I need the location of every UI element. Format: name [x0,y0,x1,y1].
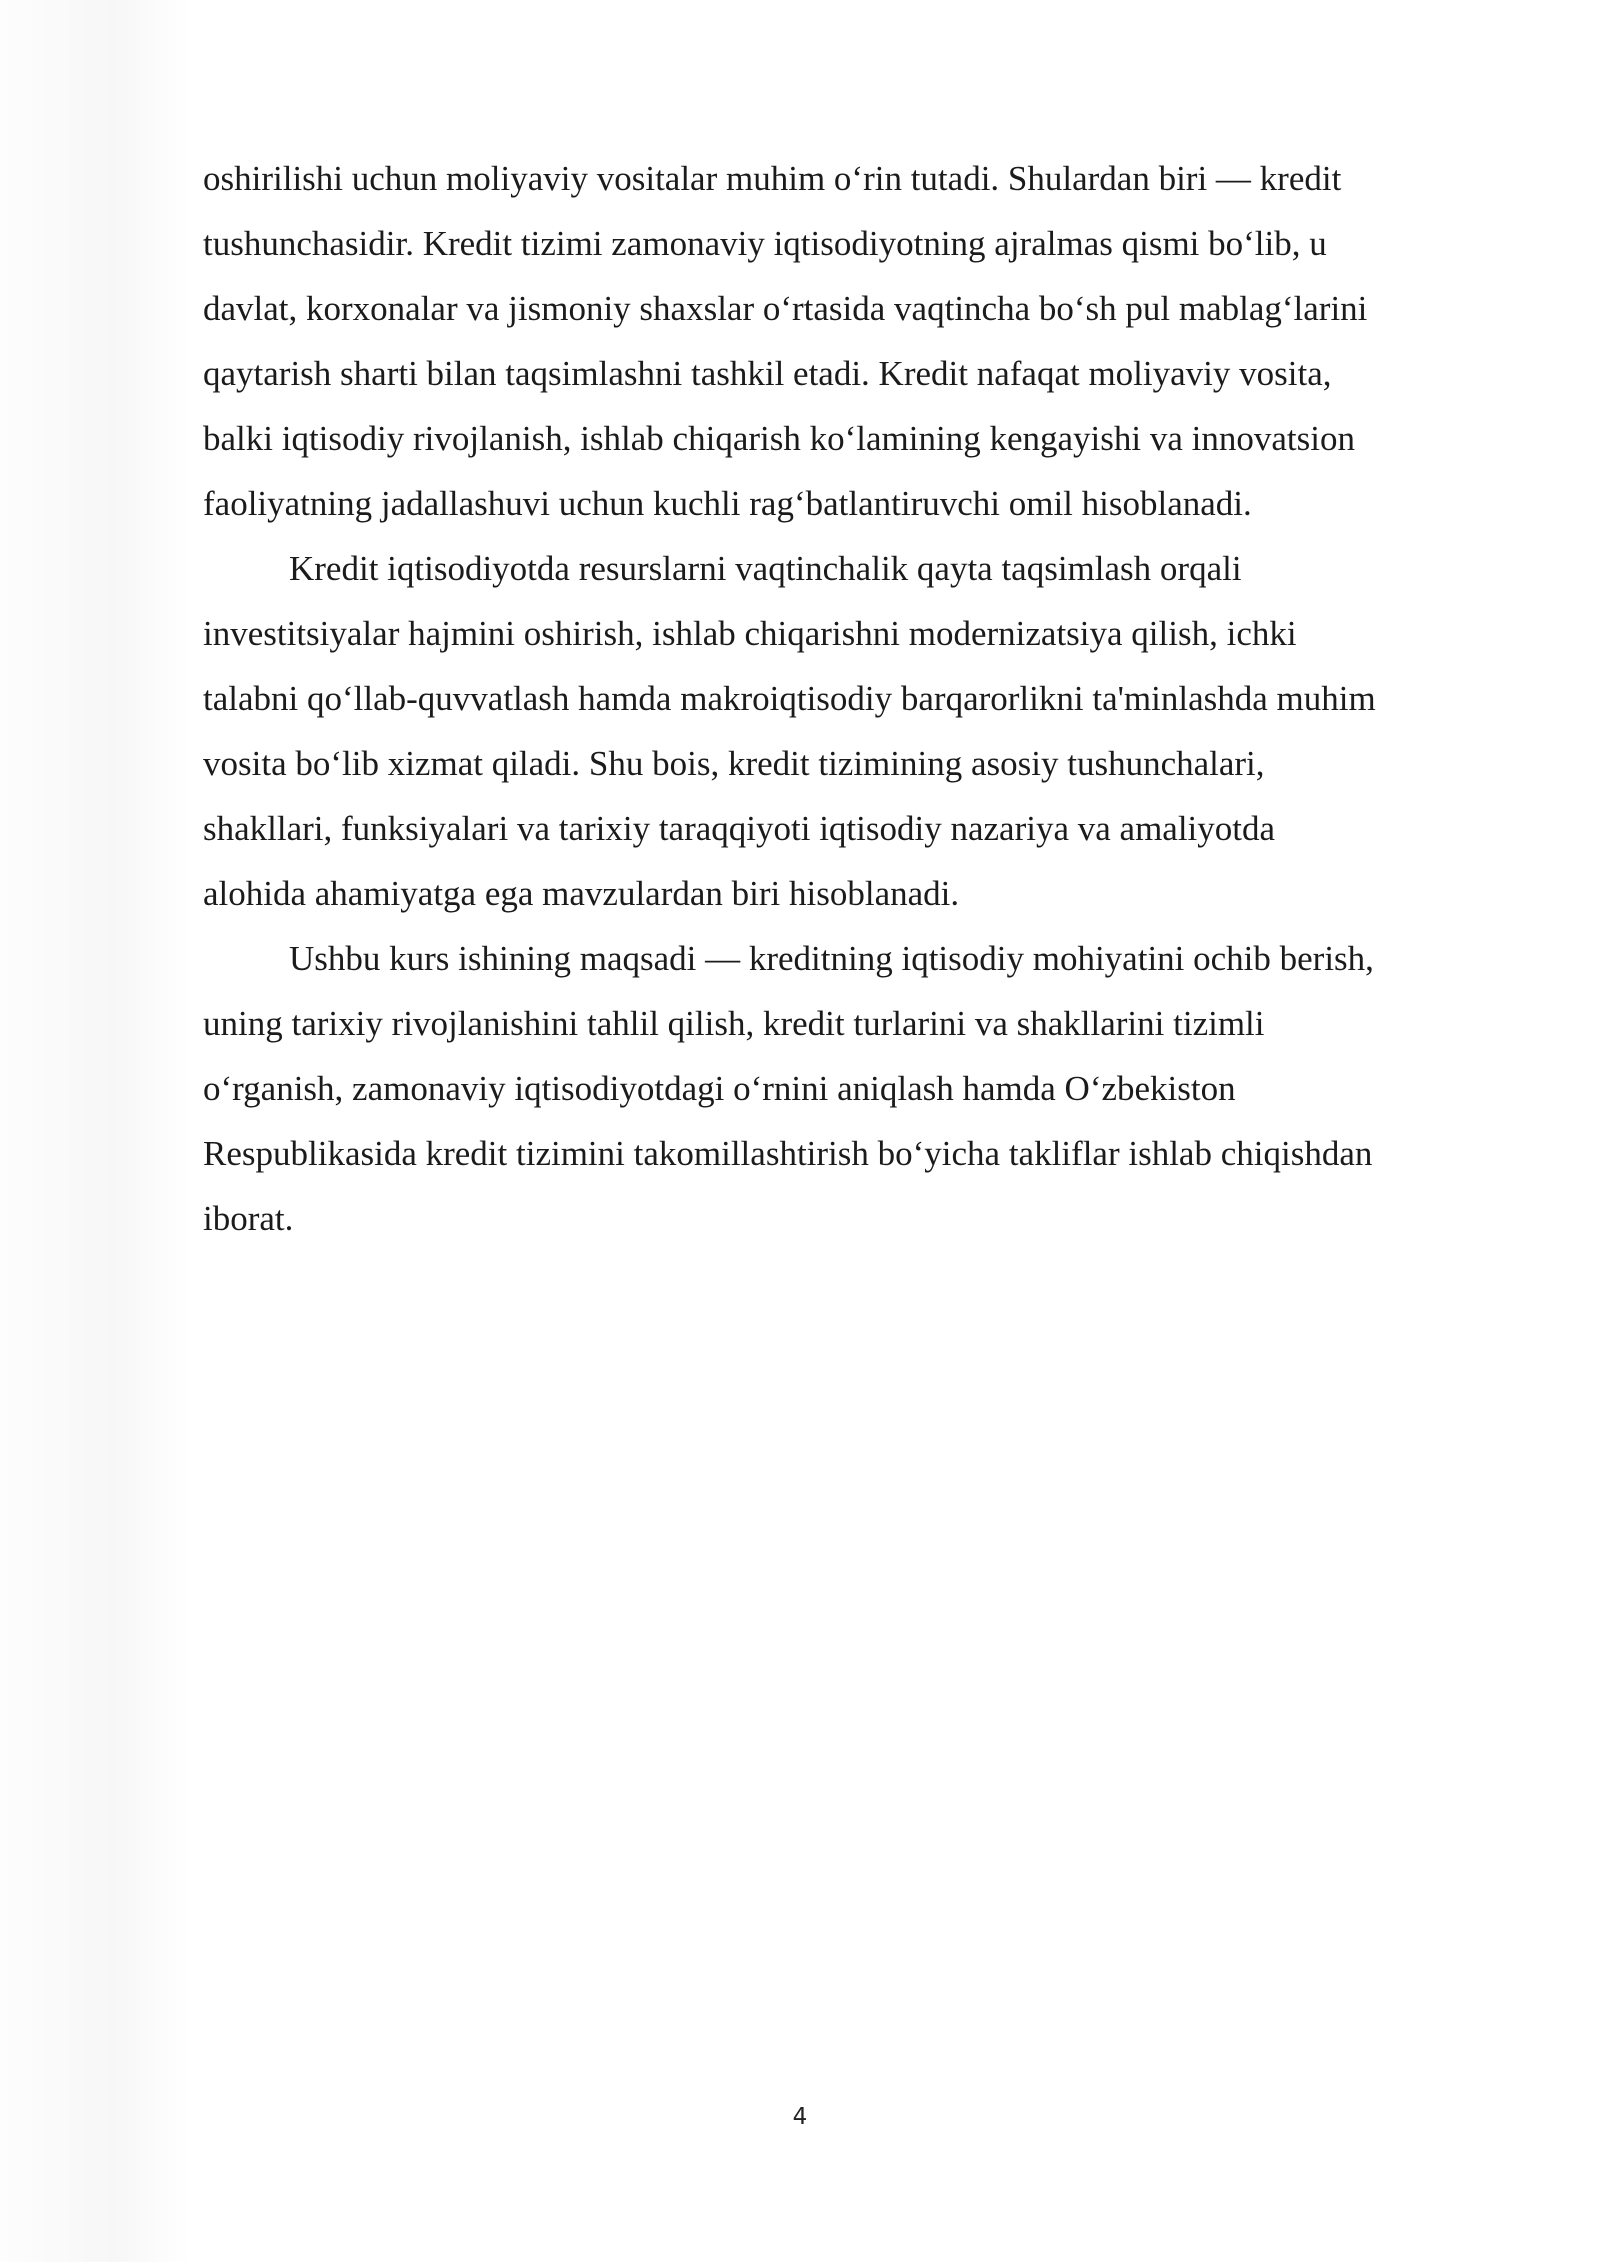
body-text [203,146,1465,1251]
paragraph-line: balki iqtisodiy rivojlanish, ishlab chiqarish ko‘lamining kengayishi va innovatsion [203,419,1355,458]
paragraph-first-line: Ushbu kurs ishining maqsadi — kreditning iqtisodiy mohiyatini ochib berish, [289,939,1374,978]
paragraph-line: o‘rganish, zamonaviy iqtisodiyotdagi o‘rnini aniqlash hamda O‘zbekiston [203,1069,1236,1108]
paragraph-line: iborat. [203,1199,294,1238]
paragraph-line: qaytarish sharti bilan taqsimlashni tashkil etadi. Kredit nafaqat moliyaviy vosita, [203,354,1332,393]
paragraph-line: uning tarixiy rivojlanishini tahlil qilish, kredit turlarini va shakllarini tizimli [203,1004,1265,1043]
page-number: 4 [792,2104,808,2130]
page-margin-shade [0,0,190,2262]
paragraph-line: investitsiyalar hajmini oshirish, ishlab chiqarishni modernizatsiya qilish, ichki [203,614,1297,653]
paragraph-line: alohida ahamiyatga ega mavzulardan biri hisoblanadi. [203,874,960,913]
paragraph-line: oshirilishi uchun moliyaviy vositalar muhim o‘rin tutadi. Shulardan biri — kredit [203,159,1342,198]
paragraph-first-line: Kredit iqtisodiyotda resurslarni vaqtinchalik qayta taqsimlash orqali [289,549,1242,588]
paragraph-line: davlat, korxonalar va jismoniy shaxslar o‘rtasida vaqtincha bo‘sh pul mablag‘larini [203,289,1368,328]
paragraph-line: Respublikasida kredit tizimini takomillashtirish bo‘yicha takliflar ishlab chiqishdan [203,1134,1373,1173]
paragraph-line: vosita bo‘lib xizmat qiladi. Shu bois, kredit tizimining asosiy tushunchalari, [203,744,1265,783]
paragraph-line: tushunchasidir. Kredit tizimi zamonaviy iqtisodiyotning ajralmas qismi bo‘lib, u [203,224,1327,263]
paragraph-line: faoliyatning jadallashuvi uchun kuchli rag‘batlantiruvchi omil hisoblanadi. [203,484,1252,523]
paragraph-line: talabni qo‘llab-quvvatlash hamda makroiqtisodiy barqarorlikni ta'minlashda muhim [203,679,1376,718]
paragraph-line: shakllari, funksiyalari va tarixiy taraqqiyoti iqtisodiy nazariya va amaliyotda [203,809,1276,848]
